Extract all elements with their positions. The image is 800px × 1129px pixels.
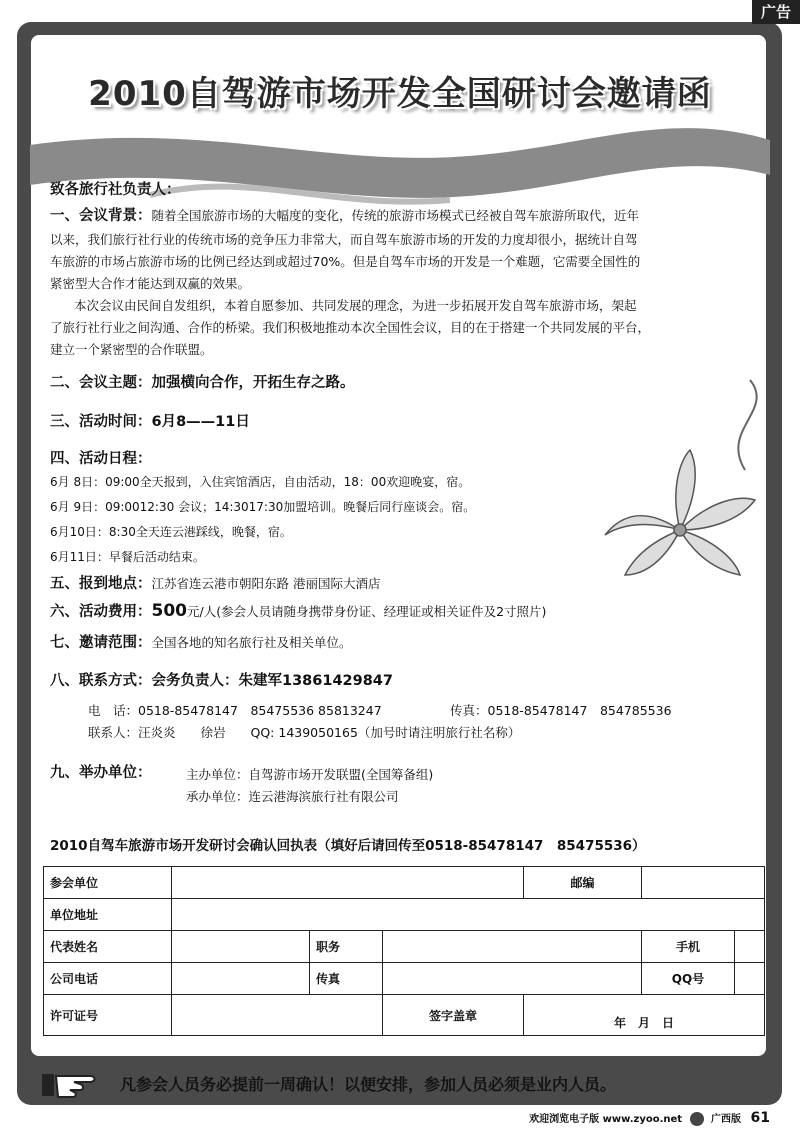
section-9-heading: 九、举办单位：: [50, 765, 152, 781]
form-title: 2010自驾车旅游市场开发研讨会确认回执表（填好后请回传至0518-85478147 85475536）: [50, 838, 646, 854]
pointing-hand-icon: [40, 1070, 100, 1100]
section-1-line4: 紧密型大合作才能达到双赢的效果。: [50, 276, 251, 291]
section-7-heading: 七、邀请范围：: [50, 635, 152, 651]
schedule-day-1: 6月 8日：09:00全天报到，入住宾馆酒店，自由活动，18：00欢迎晚宴，宿。: [50, 475, 471, 489]
section-7: [50, 632, 750, 654]
section-2: 二、会议主题：加强横向合作，开拓生存之路。: [50, 375, 355, 391]
form-label-postcode: 邮编: [523, 867, 641, 899]
contact-person: 联系人：汪炎炎 徐岩 QQ: 1439050165（加号时请注明旅行社名称）: [88, 725, 521, 740]
form-label-rep-name: 代表姓名: [44, 931, 172, 963]
form-label-fax: 传真: [310, 963, 383, 995]
contact-fax: 传真：0518-85478147 854785536: [450, 703, 672, 718]
form-field-mobile[interactable]: [734, 931, 764, 963]
form-label-qq: QQ号: [641, 963, 734, 995]
host-unit: 主办单位：自驾游市场开发联盟(全国筹备组): [186, 767, 434, 782]
section-4-heading: 四、活动日程：: [50, 451, 152, 467]
form-label-unit: 参会单位: [44, 867, 172, 899]
form-label-phone: 公司电话: [44, 963, 172, 995]
form-field-unit[interactable]: [172, 867, 524, 899]
section-1-line3: 车旅游的市场占旅游市场的比例已经达到或超过70%。但是自驾车市场的开发是一个难题，它需要全国性的: [50, 254, 641, 269]
notice-bar: [0, 1068, 800, 1100]
section-1-line2: 以来，我们旅行社行业的传统市场的竞争压力非常大，而自驾车旅游市场的开发的力度却很小，据统计自驾: [50, 232, 638, 247]
page-number: 61: [750, 1110, 770, 1126]
form-field-postcode[interactable]: [641, 867, 764, 899]
section-1-line7: 建立一个紧密型的合作联盟。: [50, 342, 213, 357]
form-label-address: 单位地址: [44, 899, 172, 931]
brand-logo-icon: [690, 1112, 704, 1126]
footer-brand: 广西版: [711, 1114, 742, 1125]
form-label-license: 许可证号: [44, 995, 172, 1036]
section-1-heading: 一、会议背景：: [50, 208, 152, 224]
section-8-heading: 八、联系方式：会务负责人：朱建军13861429847: [50, 673, 393, 689]
page-title: 2010自驾游市场开发全国研讨会邀请函: [88, 74, 712, 114]
corner-ad-tag: 广告: [752, 0, 800, 24]
contact-tel: 电 话：0518-85478147 85475536 85813247: [88, 703, 382, 718]
schedule-day-4: 6月11日：早餐后活动结束。: [50, 550, 205, 564]
section-5-heading: 五、报到地点：: [50, 576, 152, 592]
form-field-position[interactable]: [383, 931, 642, 963]
section-6-text: 元/人(参会人员请随身携带身份证、经理证或相关证件及2寸照片): [187, 604, 547, 619]
notice-text: 凡参会人员务必提前一周确认！以便安排，参加人员必须是业内人员。: [120, 1075, 617, 1094]
section-6: [50, 601, 750, 623]
form-field-date[interactable]: 年 月 日: [523, 995, 764, 1036]
section-3: 三、活动时间：6月8——11日: [50, 414, 250, 430]
schedule-day-2: 6月 9日：09:0012:30 会议；14:3017:30加盟培训。晚餐后同行座谈会。宿。: [50, 500, 476, 514]
form-label-position: 职务: [310, 931, 383, 963]
section-1-line5: 本次会议由民间自发组织，本着自愿参加、共同发展的理念，为进一步拓展开发自驾车旅游市场，架起: [74, 298, 637, 313]
form-label-mobile: 手机: [641, 931, 734, 963]
confirmation-form: [43, 866, 765, 1036]
fee-amount: 500: [151, 601, 187, 621]
footer-site: 欢迎浏览电子版 www.zyoo.net: [529, 1114, 683, 1125]
section-5-text: 江苏省连云港市朝阳东路 港丽国际大酒店: [151, 576, 381, 591]
section-1-line6: 了旅行社行业之间沟通、合作的桥梁。我们积极地推动本次全国性会议，目的在于搭建一个共同发展的平台，: [50, 320, 651, 335]
section-1-line1: [50, 205, 750, 227]
form-field-qq[interactable]: [734, 963, 764, 995]
lily-flower-decoration: [600, 370, 770, 580]
section-7-text: 全国各地的知名旅行社及相关单位。: [151, 635, 352, 650]
form-field-phone[interactable]: [172, 963, 310, 995]
salutation: 致各旅行社负责人：: [50, 182, 181, 198]
section-6-heading: 六、活动费用：: [50, 604, 152, 620]
schedule-day-3: 6月10日：8:30全天连云港踩线，晚餐，宿。: [50, 525, 292, 539]
co-host-unit: 承办单位：连云港海滨旅行社有限公司: [186, 789, 399, 804]
form-label-signature: 签字盖章: [383, 995, 524, 1036]
form-field-fax[interactable]: [383, 963, 642, 995]
page-footer: [529, 1110, 770, 1126]
section-1-text: 随着全国旅游市场的大幅度的变化，传统的旅游市场模式已经被自驾车旅游所取代，近年: [151, 208, 640, 223]
form-field-license[interactable]: [172, 995, 383, 1036]
form-field-rep-name[interactable]: [172, 931, 310, 963]
form-field-address[interactable]: [172, 899, 765, 931]
